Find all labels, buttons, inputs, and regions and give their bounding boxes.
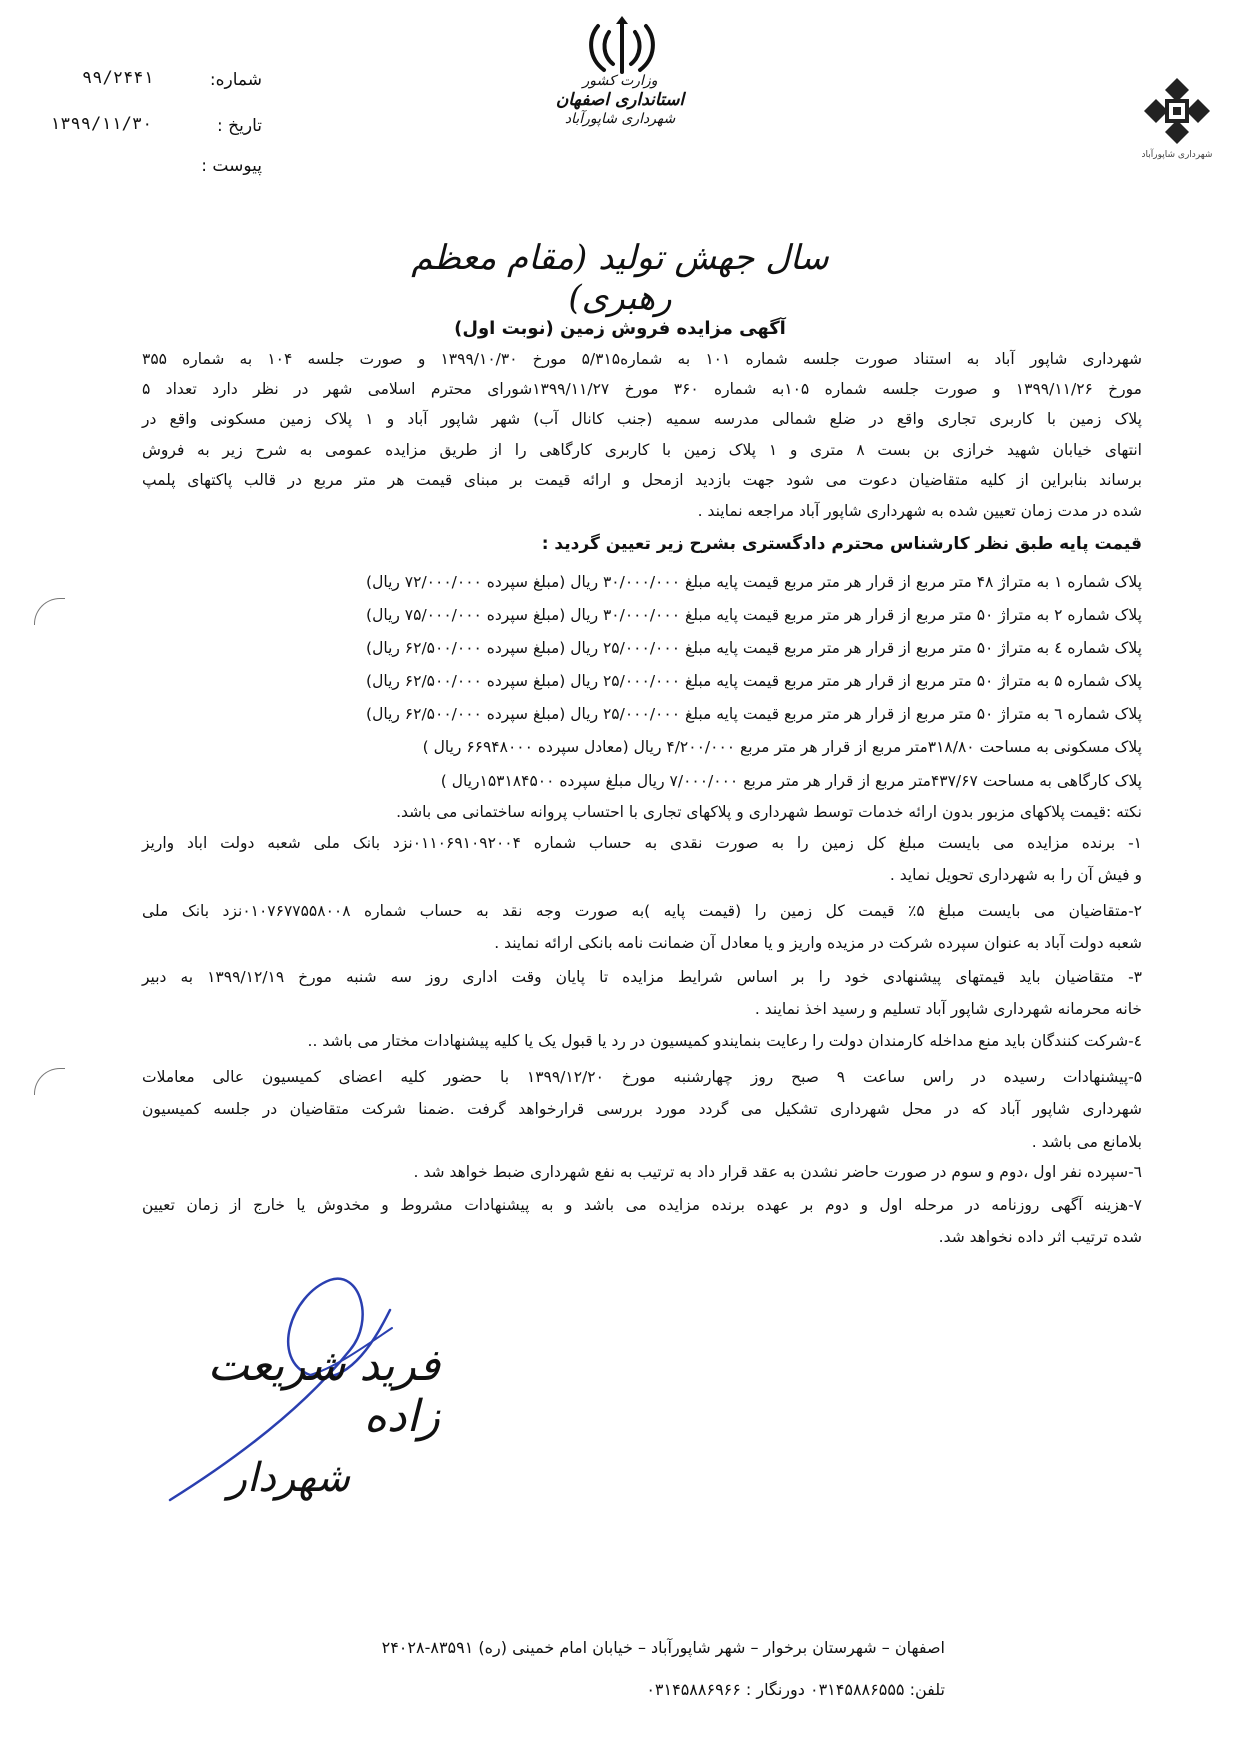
province-line: استانداری اصفهان bbox=[555, 90, 685, 110]
plaque-item: پلاک شماره ٤ به متراژ ۵۰ متر مربع از قرار هر متر مربع قیمت پایه مبلغ ۲۵/۰۰۰/۰۰۰ ریال (مبلغ سپرده ۶۲/۵۰۰/۰۰۰ ریال) bbox=[366, 639, 1142, 657]
ministry-heading bbox=[520, 72, 720, 129]
note: نکته :قیمت پلاکهای مزبور بدون ارائه خدمات توسط شهرداری و پلاکهای تجاری با احتساب پروانه ساختمانی می باشد. bbox=[396, 803, 1142, 821]
number-field bbox=[150, 70, 262, 90]
condition-line: خانه محرمانه شهرداری شاپور آباد تسلیم و رسید اخذ نمایند . bbox=[754, 1000, 1142, 1018]
municipality-logo bbox=[1136, 76, 1218, 168]
scan-edge-mark bbox=[34, 1068, 65, 1095]
condition-line: شهرداری شاپور آباد که در محل شهرداری تشکیل می گردد مورد بررسی قرارخواهد گرفت .ضمنا شرکت متقاضیان در جلسه کمیسیون bbox=[142, 1100, 1142, 1118]
intro-line: شده در مدت زمان تعیین شده به شهرداری شاپور آباد مراجعه نمایند . bbox=[697, 502, 1142, 520]
condition-line: شده ترتیب اثر داده نخواهد شد. bbox=[938, 1228, 1142, 1246]
municipality-line: شهرداری شاپورآباد bbox=[564, 111, 676, 127]
condition-line: ۵-پیشنهادات رسیده در راس ساعت ۹ صبح روز چهارشنبه مورخ ۱۳۹۹/۱۲/۲۰ با حضور کلیه اعضای کمیسیون عالی معاملات bbox=[142, 1068, 1143, 1086]
condition-line: ۱- برنده مزایده می بایست مبلغ کل زمین را به صورت نقدی به حساب شماره ۰۱۱۰۶۹۱۰۹۲۰۰۴نزد بانک ملی شعبه دولت اباد واریز bbox=[142, 834, 1142, 852]
condition-line: بلامانع می باشد . bbox=[1031, 1133, 1142, 1151]
number-value: ۹۹/۲۴۴۱ bbox=[82, 68, 154, 88]
plaque-item: پلاک مسکونی به مساحت ۳۱۸/۸۰متر مربع از قرار هر متر مربع ۴/۲۰۰/۰۰۰ ریال (معادل سپرده ۶۶۹۴۸۰۰۰ ریال ) bbox=[422, 738, 1142, 756]
condition-line: ۳- متقاضیان باید قیمتهای پیشنهادی خود را بر اساس شرایط مزایده تا پایان وقت اداری روز سه شنبه مورخ ۱۳۹۹/۱۲/۱۹ به دبیر bbox=[142, 968, 1142, 986]
condition-line: ۷-هزینه آگهی روزنامه در مرحله اول و دوم بر عهده برنده مزایده می باشد و به پیشنهادات مشروط و مخدوش یا خارج از زمان تعیین bbox=[142, 1196, 1142, 1214]
plaque-item: پلاک کارگاهی به مساحت ۴۳۷/۶۷متر مربع از قرار هر متر مربع ۷/۰۰۰/۰۰۰ ریال مبلغ سپرده ۱۵۳۱۸۴۵۰۰ریال ) bbox=[440, 772, 1142, 790]
price-heading: قیمت پایه طبق نظر کارشناس محترم دادگستری بشرح زیر تعیین گردید : bbox=[541, 534, 1142, 554]
intro-line: شهرداری شاپور آباد به استناد صورت جلسه شماره ۱۰۱ به شماره۵/۳۱۵ مورخ ۱۳۹۹/۱۰/۳۰ و صورت جلسه ۱۰۴ به شماره ۳۵۵ bbox=[142, 350, 1142, 368]
condition-line: ٦-سپرده نفر اول ،دوم و سوم در صورت حاضر نشدن به عقد قرار داد به ترتیب به نفع شهرداری ضبط خواهد شد . bbox=[413, 1163, 1142, 1181]
plaque-item: پلاک شماره ۱ به متراژ ۴۸ متر مربع از قرار هر متر مربع قیمت پایه مبلغ ۳۰/۰۰۰/۰۰۰ ریال (مبلغ سپرده ۷۲/۰۰۰/۰۰۰ ریال) bbox=[366, 573, 1142, 591]
footer-address: اصفهان – شهرستان برخوار – شهر شاپورآباد – خیابان امام خمینی (ره) ۸۳۵۹۱-۲۴۰۲۸ bbox=[381, 1638, 945, 1657]
condition-line: و فیش آن را به شهرداری تحویل نماید . bbox=[889, 866, 1142, 884]
intro-line: مورخ ۱۳۹۹/۱۱/۲۶ و صورت جلسه شماره ۱۰۵به شماره ۳۶۰ مورخ ۱۳۹۹/۱۱/۲۷شورای محترم اسلامی شهر در نظر دارد تعداد ۵ bbox=[142, 380, 1142, 398]
date-label: تاریخ : bbox=[217, 116, 262, 136]
condition-line: شعبه دولت آباد به عنوان سپرده شرکت در مزیده واریز و یا معادل آن ضمانت نامه بانکی ارائه نمایند . bbox=[494, 934, 1142, 952]
municipality-logo-icon bbox=[1142, 76, 1212, 146]
intro-line: برساند بنابراین از کلیه متقاضیان دعوت می شود جهت بازدید ازمحل و ارائه قیمت بر مبنای قیمت هر متر مربع در قالب پاکتهای پلمپ bbox=[142, 471, 1142, 489]
plaque-item: پلاک شماره ٦ به متراژ ۵۰ متر مربع از قرار هر متر مربع قیمت پایه مبلغ ۲۵/۰۰۰/۰۰۰ ریال (مبلغ سپرده ۶۲/۵۰۰/۰۰۰ ریال) bbox=[366, 705, 1142, 723]
scan-edge-mark bbox=[34, 598, 65, 625]
year-slogan: سال جهش تولید (مقام معظم رهبری) bbox=[411, 238, 829, 318]
signatory-name: فرید شریعت زاده bbox=[207, 1340, 440, 1442]
condition-line: ٤-شرکت کنندگان باید منع مداخله کارمندان دولت را رعایت بنمایندو کمیسیون در رد یا قبول یک یا کلیه پیشنهادات مختار می باشد .. bbox=[307, 1032, 1142, 1050]
attachment-label: پیوست : bbox=[201, 156, 262, 176]
notice-title: آگهی مزایده فروش زمین (نوبت اول) bbox=[454, 318, 786, 339]
footer-phone: تلفن: ۰۳۱۴۵۸۸۶۵۵۵ دورنگار : ۰۳۱۴۵۸۸۶۹۶۶ bbox=[646, 1680, 945, 1699]
plaque-item: پلاک شماره ۵ به متراژ ۵۰ متر مربع از قرار هر متر مربع قیمت پایه مبلغ ۲۵/۰۰۰/۰۰۰ ریال (مبلغ سپرده ۶۲/۵۰۰/۰۰۰ ریال) bbox=[366, 672, 1142, 690]
intro-line: پلاک زمین با کاربری تجاری واقع در ضلع شمالی مدرسه سمیه (جنب کانال آب) شهر شاپور آباد و ۱ پلاک زمین مسکونی واقع در bbox=[142, 410, 1142, 428]
date-field bbox=[150, 116, 262, 136]
number-label: شماره: bbox=[209, 70, 262, 90]
signatory-title: شهردار bbox=[227, 1455, 350, 1501]
plaque-item: پلاک شماره ۲ به متراژ ۵۰ متر مربع از قرار هر متر مربع قیمت پایه مبلغ ۳۰/۰۰۰/۰۰۰ ریال (مبلغ سپرده ۷۵/۰۰۰/۰۰۰ ریال) bbox=[366, 606, 1142, 624]
ministry-line: وزارت کشور bbox=[582, 73, 658, 89]
date-value: ۱۳۹۹/۱۱/۳۰ bbox=[50, 114, 153, 134]
intro-line: انتهای خیابان شهید خرازی بن بست ۸ متری و ۱ پلاک زمین با کاربری کارگاهی را از طریق مزایده عمومی به شرح زیر به فروش bbox=[142, 441, 1142, 459]
attachment-field bbox=[150, 156, 262, 176]
logo-caption: شهرداری شاپورآباد bbox=[1141, 150, 1213, 160]
national-emblem-icon bbox=[582, 14, 662, 76]
condition-line: ۲-متقاضیان می بایست مبلغ ۵٪ قیمت کل زمین را (قیمت پایه )به صورت وجه نقد به حساب شماره ۰۱۰۷۶۷۷۵۵۸۰۰۸نزد بانک ملی bbox=[142, 902, 1142, 920]
